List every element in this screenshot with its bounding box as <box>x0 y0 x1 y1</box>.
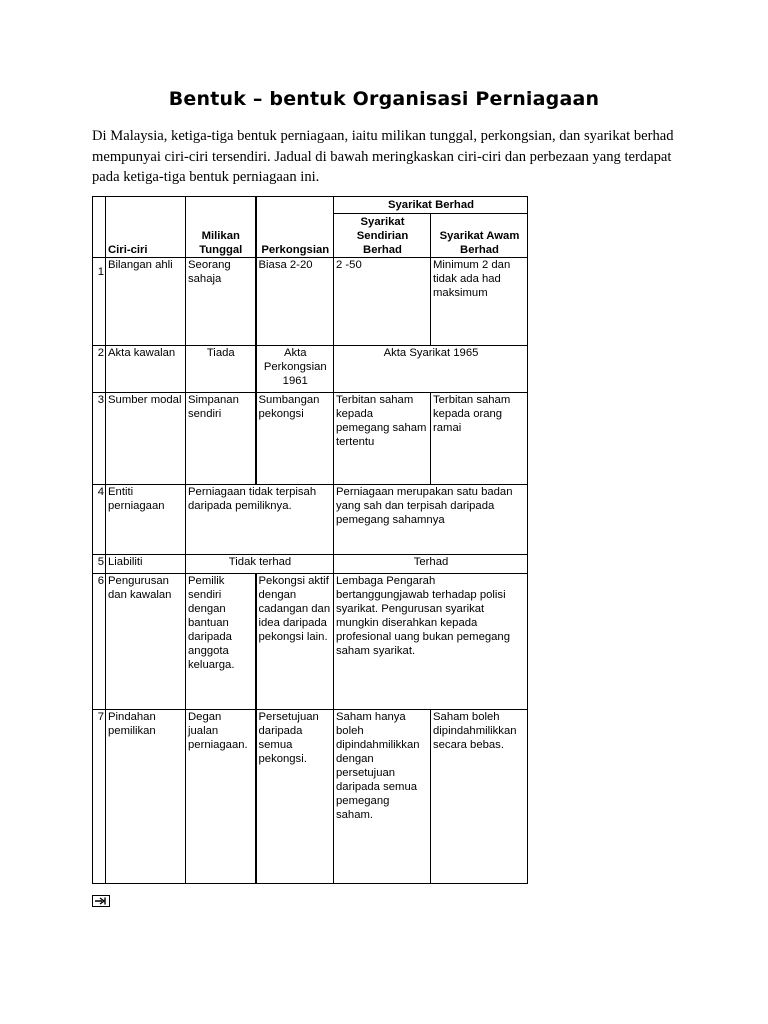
cell-perkongsian: Sumbangan pekongsi <box>256 393 334 485</box>
header-awam-berhad: Syarikat Awam Berhad <box>431 214 528 258</box>
cell-tidak-terpisah: Perniagaan tidak terpisah daripada pemiliknya. <box>186 485 334 555</box>
cell-ciri: Pengurusan dan kawalan <box>106 574 186 710</box>
cell-awam: Saham boleh dipindahmilikkan secara bebas. <box>431 710 528 884</box>
cell-ciri: Entiti perniagaan <box>106 485 186 555</box>
cell-awam: Terbitan saham kepada orang ramai <box>431 393 528 485</box>
cell-syarikat: Lembaga Pengarah bertanggungjawab terhadap polisi syarikat. Pengurusan syarikat mungkin diserahkan kepada profesional uang bukan pemegang saham syarikat. <box>334 574 528 710</box>
header-row-group <box>93 197 528 214</box>
cell-ciri: Pindahan pemilikan <box>106 710 186 884</box>
header-sendirian-berhad: Syarikat Sendirian Berhad <box>334 214 431 258</box>
cell-syarikat: Akta Syarikat 1965 <box>334 346 528 393</box>
intro-paragraph: Di Malaysia, ketiga-tiga bentuk perniagaan, iaitu milikan tunggal, perkongsian, dan syarikat berhad mempunyai ciri-ciri tersendiri. Jadual di bawah meringkaskan ciri-ciri dan perbezaan yang terdapat pada ketiga-tiga bentuk perniagaan ini. <box>92 128 674 185</box>
cell-tidak-terhad: Tidak terhad <box>186 555 334 574</box>
comparison-table <box>92 196 528 884</box>
row-number: 3 <box>93 393 106 485</box>
cell-milikan: Tiada <box>186 346 256 393</box>
header-perkongsian: Perkongsian <box>256 197 334 258</box>
table-row <box>93 393 528 485</box>
cell-milikan: Seorang sahaja <box>186 258 256 346</box>
table-row <box>93 485 528 555</box>
cell-perkongsian: Persetujuan daripada semua pekongsi. <box>256 710 334 884</box>
cell-sendirian: 2 -50 <box>334 258 431 346</box>
cell-perkongsian: Akta Perkongsian 1961 <box>256 346 334 393</box>
cell-ciri: Sumber modal <box>106 393 186 485</box>
cell-ciri: Bilangan ahli <box>106 258 186 346</box>
cell-perkongsian: Pekongsi aktif dengan cadangan dan idea daripada pekongsi lain. <box>256 574 334 710</box>
cell-ciri: Akta kawalan <box>106 346 186 393</box>
table-row <box>93 574 528 710</box>
table-row <box>93 555 528 574</box>
cell-ciri: Liabiliti <box>106 555 186 574</box>
row-number: 7 <box>93 710 106 884</box>
table-row <box>93 258 528 346</box>
row-number: 1 <box>93 258 106 346</box>
row-number: 5 <box>93 555 106 574</box>
row-number: 2 <box>93 346 106 393</box>
next-page-arrow-icon[interactable] <box>92 895 110 907</box>
header-syarikat-berhad: Syarikat Berhad <box>334 197 528 214</box>
row-number: 4 <box>93 485 106 555</box>
cell-sendirian: Terbitan saham kepada pemegang saham tertentu <box>334 393 431 485</box>
cell-milikan: Pemilik sendiri dengan bantuan daripada anggota keluarga. <box>186 574 256 710</box>
cell-awam: Minimum 2 dan tidak ada had maksimum <box>431 258 528 346</box>
cell-syarikat: Perniagaan merupakan satu badan yang sah dan terpisah daripada pemegang sahamnya <box>334 485 528 555</box>
row-number: 6 <box>93 574 106 710</box>
header-ciri: Ciri-ciri <box>106 197 186 258</box>
cell-milikan: Simpanan sendiri <box>186 393 256 485</box>
cell-terhad: Terhad <box>334 555 528 574</box>
page-title: Bentuk – bentuk Organisasi Perniagaan <box>168 88 600 110</box>
cell-milikan: Degan jualan perniagaan. <box>186 710 256 884</box>
table-row <box>93 710 528 884</box>
table-row <box>93 346 528 393</box>
cell-sendirian: Saham hanya boleh dipindahmilikkan dengan persetujuan daripada semua pemegang saham. <box>334 710 431 884</box>
cell-perkongsian: Biasa 2-20 <box>256 258 334 346</box>
header-milikan-tunggal: Milikan Tunggal <box>186 197 256 258</box>
